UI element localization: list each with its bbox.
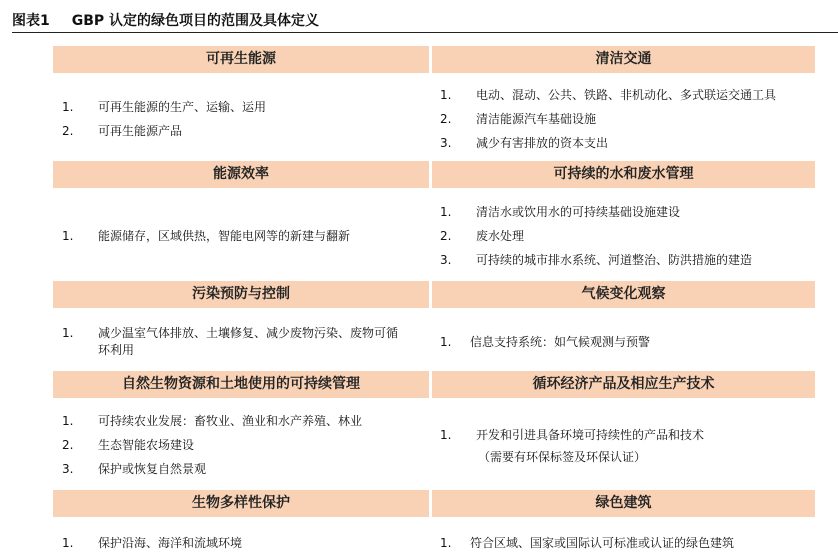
list-item: 1. 可再生能源的生产、运输、运用 (62, 100, 267, 114)
heading-water-management: 可持续的水和废水管理 (432, 161, 815, 188)
list-natural-resources (62, 414, 428, 476)
title-divider (12, 32, 838, 33)
list-item: 1. 清洁水或饮用水的可持续基础设施建设 (440, 205, 681, 219)
list-item: 2. 废水处理 (440, 229, 525, 243)
list-item: 2. 可再生能源产品 (62, 124, 183, 138)
list-item: 1. 保护沿海、海洋和流域环境 (62, 536, 243, 550)
heading-climate-observation: 气候变化观察 (432, 281, 815, 308)
figure-title (12, 10, 319, 30)
list-item: 2. 清洁能源汽车基础设施 (440, 112, 597, 126)
list-item: 1. 能源储存，区域供热，智能电网等的新建与翻新 (62, 229, 351, 243)
list-energy-efficiency (62, 229, 422, 243)
list-clean-transport (440, 88, 835, 150)
heading-energy-efficiency: 能源效率 (53, 161, 429, 188)
list-item: 3. 减少有害排放的资本支出 (440, 136, 609, 150)
list-item: 1. 开发和引进具备环境可持续性的产品和技术 （需要有环保标签及环保认证） (440, 428, 705, 464)
list-item: 1. 减少温室气体排放、土壤修复、减少废物污染、废物可循 环利用 (62, 326, 399, 357)
list-item: 1. 电动、混动、公共、铁路、非机动化、多式联运交通工具 (440, 88, 777, 102)
list-green-building (440, 536, 835, 550)
heading-circular-economy: 循环经济产品及相应生产技术 (432, 371, 815, 398)
heading-clean-transport: 清洁交通 (432, 46, 815, 73)
list-biodiversity (62, 536, 428, 550)
heading-renewable-energy: 可再生能源 (53, 46, 429, 73)
figure-label: 图表1 (12, 13, 50, 29)
list-item: 3. 保护或恢复自然景观 (62, 462, 207, 476)
list-renewable-energy (62, 100, 422, 138)
list-item: 2. 生态智能农场建设 (62, 438, 195, 452)
figure-title-text: GBP 认定的绿色项目的范围及具体定义 (71, 13, 320, 29)
list-pollution-control (62, 326, 428, 357)
list-water-management (440, 205, 835, 267)
list-item: 1. 信息支持系统：如气候观测与预警 (440, 335, 651, 349)
list-circular-economy (440, 428, 835, 464)
list-item: 3. 可持续的城市排水系统、河道整治、防洪措施的建造 (440, 253, 753, 267)
heading-pollution-control: 污染预防与控制 (53, 281, 429, 308)
list-item: 1. 可持续农业发展：畜牧业、渔业和水产养殖、林业 (62, 414, 363, 428)
list-item: 1. 符合区域、国家或国际认可标准或认证的绿色建筑 (440, 536, 735, 550)
heading-green-building: 绿色建筑 (432, 490, 815, 517)
heading-biodiversity: 生物多样性保护 (53, 490, 429, 517)
heading-natural-resources: 自然生物资源和土地使用的可持续管理 (53, 371, 429, 398)
list-climate-observation (440, 335, 835, 349)
